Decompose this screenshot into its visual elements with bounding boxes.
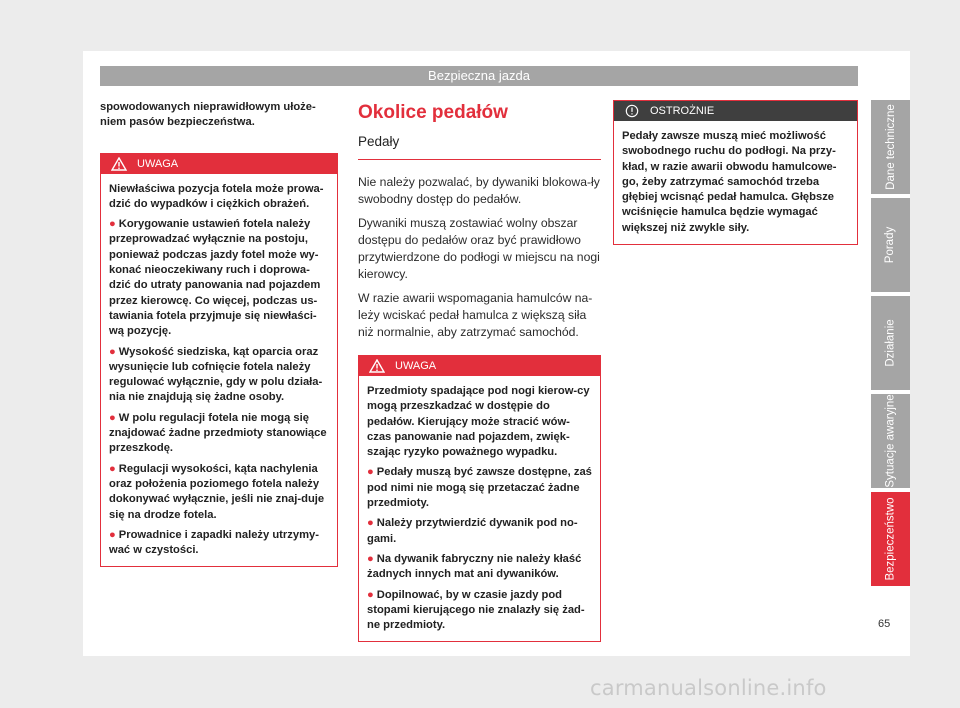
warning-header: [101, 154, 337, 174]
tab-dane-techniczne[interactable]: Dane techniczne: [871, 100, 910, 194]
warning-icon: [369, 359, 385, 373]
caution-text: Pedały zawsze muszą mieć możliwość swobodnego ruchu do podłogi. Na przy-kład, w razie awarii obwodu hamulcowe-go, żeby zatrzymać samochód trzeba głębiej wcisnąć pedał hamulca. Głębsze wciśnięcie hamulca będzie wymagać większej niż zwykle siły.: [622, 130, 837, 234]
warning-header: [359, 356, 600, 376]
caution-title: OSTROŻNIE: [650, 105, 715, 117]
list-item: ● Pedały muszą być zawsze dostępne, zaś pod nimi nie mogą się przetaczać żadne przedmioty.: [367, 466, 592, 510]
bullet-icon: ●: [109, 218, 116, 231]
bullet-icon: ●: [109, 462, 116, 475]
warning-icon: [111, 157, 127, 171]
warning-lead: Niewłaściwa pozycja fotela może prowa-dzić do wypadków i ciężkich obrażeń.: [109, 182, 324, 210]
paragraph: W razie awarii wspomagania hamulców na-leży wciskać pedał hamulca z większą siła niż normalnie, aby zatrzymać samochód.: [358, 291, 593, 339]
list-item: ● Wysokość siedziska, kąt oparcia oraz wysunięcie lub cofnięcie fotela należy regulować wyłącznie, gdy w polu działa-nia nie znajdują się żadne osoby.: [109, 345, 323, 404]
bullet-icon: ●: [367, 552, 374, 565]
list-item: ● Należy przytwierdzić dywanik pod no-gami.: [367, 517, 578, 545]
bullet-icon: ●: [367, 517, 374, 530]
bullet-icon: ●: [367, 588, 374, 601]
section-title: Okolice pedałów: [358, 102, 508, 123]
warning-box: [100, 153, 338, 568]
list-item: ● Na dywanik fabryczny nie należy kłaść żadnych innych mat ani dywaników.: [367, 552, 582, 581]
caution-header: [614, 101, 857, 121]
tab-sytuacje-awaryjne[interactable]: Sytuacje awaryjne: [871, 394, 910, 488]
paragraph: Nie należy pozwalać, by dywaniki blokowa-ły swobodny dostęp do pedałów.: [358, 175, 600, 206]
bullet-icon: ●: [367, 466, 374, 479]
list-item: ● Prowadnice i zapadki należy utrzymy-wać w czystości.: [109, 528, 319, 557]
tab-dzialanie[interactable]: Działanie: [871, 296, 910, 390]
info-icon: [624, 104, 640, 118]
warning-title: UWAGA: [395, 360, 437, 372]
bullet-icon: ●: [109, 528, 116, 541]
intro-text: spowodowanych nieprawidłowym ułoże-niem pasów bezpieczeństwa.: [100, 101, 316, 129]
caution-box: [613, 100, 858, 245]
section-subtitle: Pedały: [358, 134, 601, 160]
list-item: ● W polu regulacji fotela nie mogą się znajdować żadne przedmioty stanowiące przeszkodę.: [109, 411, 327, 455]
list-item: ● Korygowanie ustawień fotela należy przeprowadzać wyłącznie na postoju, ponieważ podczas jazdy fotel może wy-konać nieoczekiwany ruch i doprowa-dzić do utraty panowania nad pojazdem przez kierowcę. Co więcej, podczas us-tawiania fotela przyjmuje się niewłaści-wą pozycję.: [109, 218, 321, 338]
tab-bezpieczenstwo[interactable]: Bezpieczeństwo: [871, 492, 910, 586]
paragraph: Dywaniki muszą zostawiać wolny obszar dostępu do pedałów oraz być prawidłowo przytwierdzone do podłogi w miejscu na nogi kierowcy.: [358, 216, 600, 281]
warning-title: UWAGA: [137, 157, 179, 170]
bullet-icon: ●: [109, 411, 116, 424]
column-left: [100, 100, 338, 567]
bullet-icon: ●: [109, 345, 116, 358]
column-right: [613, 100, 858, 245]
list-item: ● Dopilnować, by w czasie jazdy pod stopami kierującego nie znalazły się żad-ne przedmioty.: [367, 588, 585, 632]
warning-box: [358, 355, 601, 642]
tab-porady[interactable]: Porady: [871, 198, 910, 292]
page-header: [100, 66, 858, 86]
column-middle: [358, 100, 601, 642]
list-item: ● Regulacji wysokości, kąta nachylenia oraz położenia poziomego fotela należy dokonywać wyłącznie, jeśli nie znaj-duje się na drodze fotela.: [109, 462, 325, 521]
header-title: Bezpieczna jazda: [428, 68, 530, 83]
page-number: 65: [878, 618, 891, 630]
warning-lead: Przedmioty spadające pod nogi kierow-cy mogą przeszkadzać w dostępie do pedałów. Kierujący może stracić wów-czas panowanie nad pojazdem, zwięk-szając ryzyko poważnego wypadku.: [367, 385, 590, 459]
watermark: carmanualsonline.info: [590, 676, 827, 700]
